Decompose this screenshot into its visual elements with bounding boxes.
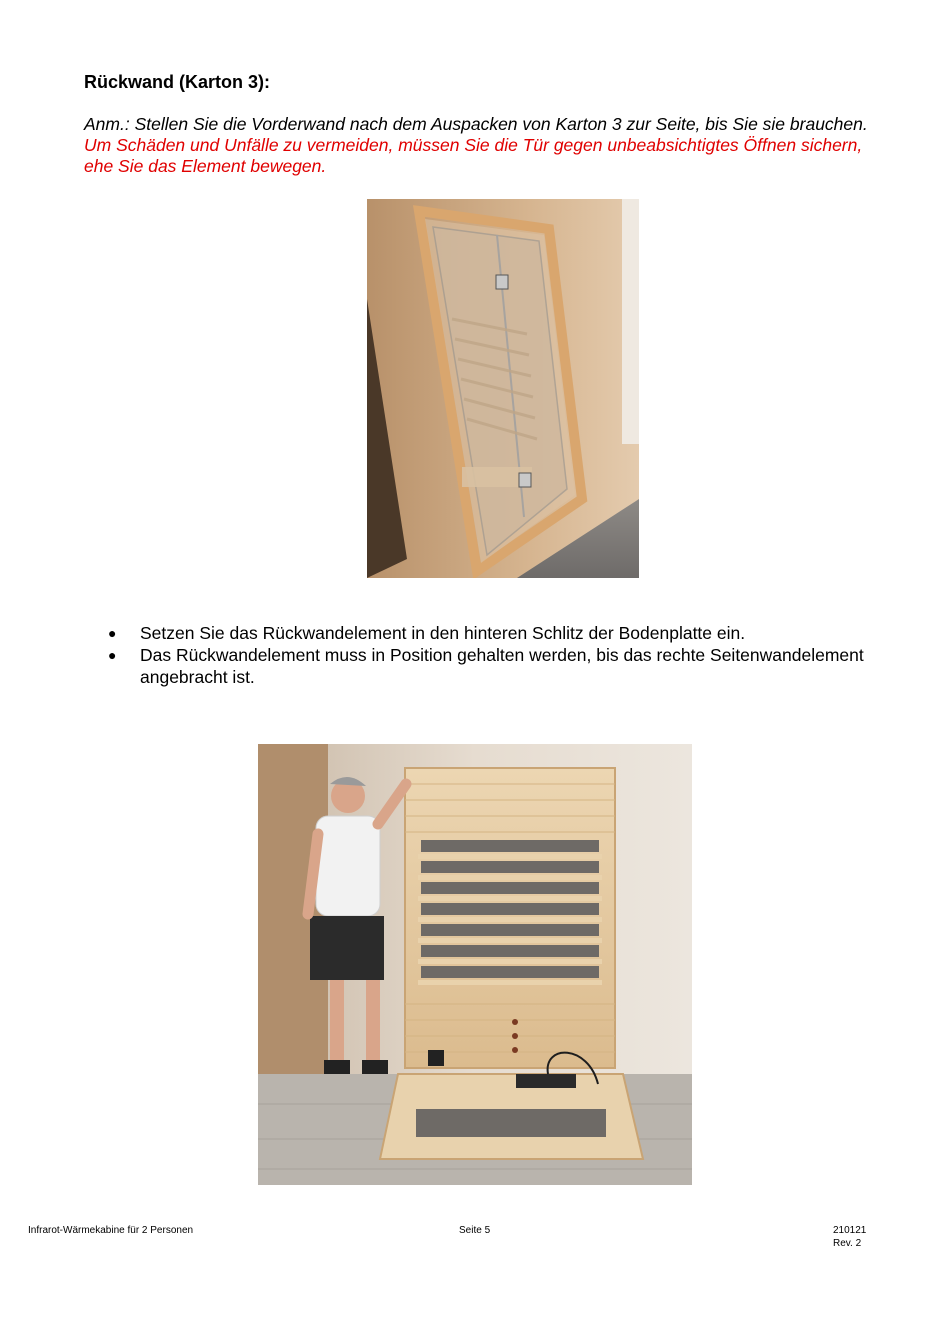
assembly-note [84, 114, 934, 177]
section-heading: Rückwand (Karton 3): [84, 72, 271, 92]
front-wall-photo [367, 199, 639, 578]
back-wall-installation-photo [258, 744, 692, 1185]
note-text: Anm.: Stellen Sie die Vorderwand nach dem Auspacken von Karton 3 zur Seite, bis Sie sie brauchen. [84, 114, 868, 134]
footer-document-code: 210121 [833, 1225, 867, 1236]
list-item-text: Das Rückwandelement muss in Position gehalten werden, bis das rechte Seitenwandelement angebracht ist. [140, 645, 864, 687]
footer-revision-label: Rev. 2 [833, 1238, 862, 1249]
footer-revision [833, 1224, 866, 1250]
warning-text-line2: ehe Sie das Element bewegen. [84, 156, 327, 176]
bullet-icon: ● [108, 625, 117, 641]
list-item [108, 644, 928, 688]
list-item-text: Setzen Sie das Rückwandelement in den hinteren Schlitz der Bodenplatte ein. [140, 623, 746, 643]
warning-text-line1: Um Schäden und Unfälle zu vermeiden, müssen Sie die Tür gegen unbeabsichtigtes Öffnen sichern, [84, 135, 863, 155]
bullet-icon: ● [108, 647, 117, 663]
footer-page-number: Seite 5 [459, 1225, 491, 1236]
instruction-list [108, 622, 928, 688]
footer-product-name: Infrarot-Wärmekabine für 2 Personen [28, 1225, 194, 1236]
list-item [108, 622, 928, 644]
